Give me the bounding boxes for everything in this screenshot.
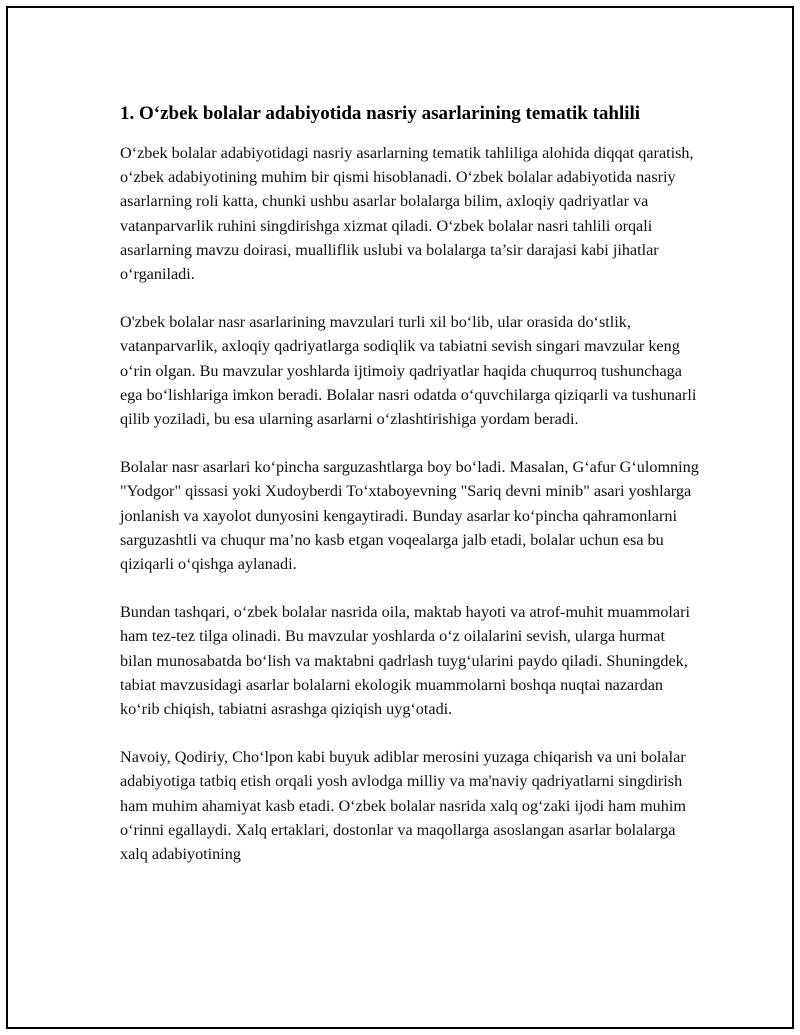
paragraph-1: O‘zbek bolalar adabiyotidagi nasriy asarlarning tematik tahliliga alohida diqqat qaratish, o‘zbek adabiyotining muhim bir qismi hisoblanadi. O‘zbek bolalar adabiyotida nasriy asarlarning roli katta, chunki ushbu asarlar bolalarga bilim, axloqiy qadriyatlar va vatanparvarlik ruhini singdirishga xizmat qiladi. O‘zbek bolalar nasri tahlili orqali asarlarning mavzu doirasi, mualliflik uslubi va bolalarga ta’sir darajasi kabi jihatlar o‘rganiladi. (120, 144, 694, 284)
paragraph-5: Navoiy, Qodiriy, Cho‘lpon kabi buyuk adiblar merosini yuzaga chiqarish va uni bolalar adabiyotiga tatbiq etish orqali yosh avlodga milliy va ma'naviy qadriyatlarni singdirish ham muhim ahamiyat kasb etadi. O‘zbek bolalar nasrida xalq og‘zaki ijodi ham muhim o‘rinni egallaydi. Xalq ertaklari, dostonlar va maqollarga asoslangan asarlar bolalarga xalq adabiyotining (120, 748, 686, 864)
paragraph-4: Bundan tashqari, o‘zbek bolalar nasrida oila, maktab hayoti va atrof-muhit muammolari ham tez-tez tilga olinadi. Bu mavzular yoshlarda o‘z oilalarini sevish, ularga hurmat bilan munosabatda bo‘lish va maktabni qadrlash tuyg‘ularini paydo qiladi. Shuningdek, tabiat mavzusidagi asarlar bolalarni ekologik muammolarni boshqa nuqtai nazardan ko‘rib chiqish, tabiatni asrashga qiziqish uyg‘otadi. (120, 603, 690, 719)
document-page (6, 6, 794, 1029)
section-heading: 1. O‘zbek bolalar adabiyotida nasriy asarlarining tematik tahlili (120, 103, 641, 124)
document-content (120, 100, 700, 890)
paragraph-3: Bolalar nasr asarlari ko‘pincha sarguzashtlarga boy bo‘ladi. Masalan, G‘afur G‘ulomning "Yodgor" qissasi yoki Xudoyberdi To‘xtaboyevning "Sariq devni minib" asari yoshlarga jonlanish va xayolot dunyosini kengaytiradi. Bunday asarlar ko‘pincha qahramonlarni sarguzashtli va chuqur ma’no kasb etgan voqealarga jalb etadi, bolalar uchun esa bu qiziqarli o‘qishga aylanadi. (120, 458, 699, 574)
paragraph-2: O'zbek bolalar nasr asarlarining mavzulari turli xil bo‘lib, ular orasida do‘stlik, vatanparvarlik, axloqiy qadriyatlarga sodiqlik va tabiatni sevish singari mavzular keng o‘rin olgan. Bu mavzular yoshlarda ijtimoiy qadriyatlar haqida chuqurroq tushunchaga ega bo‘lishlariga imkon beradi. Bolalar nasri odatda o‘quvchilarga qiziqarli va tushunarli qilib yoziladi, bu esa ularning asarlarni o‘zlashtirishiga yordam beradi. (120, 313, 697, 429)
